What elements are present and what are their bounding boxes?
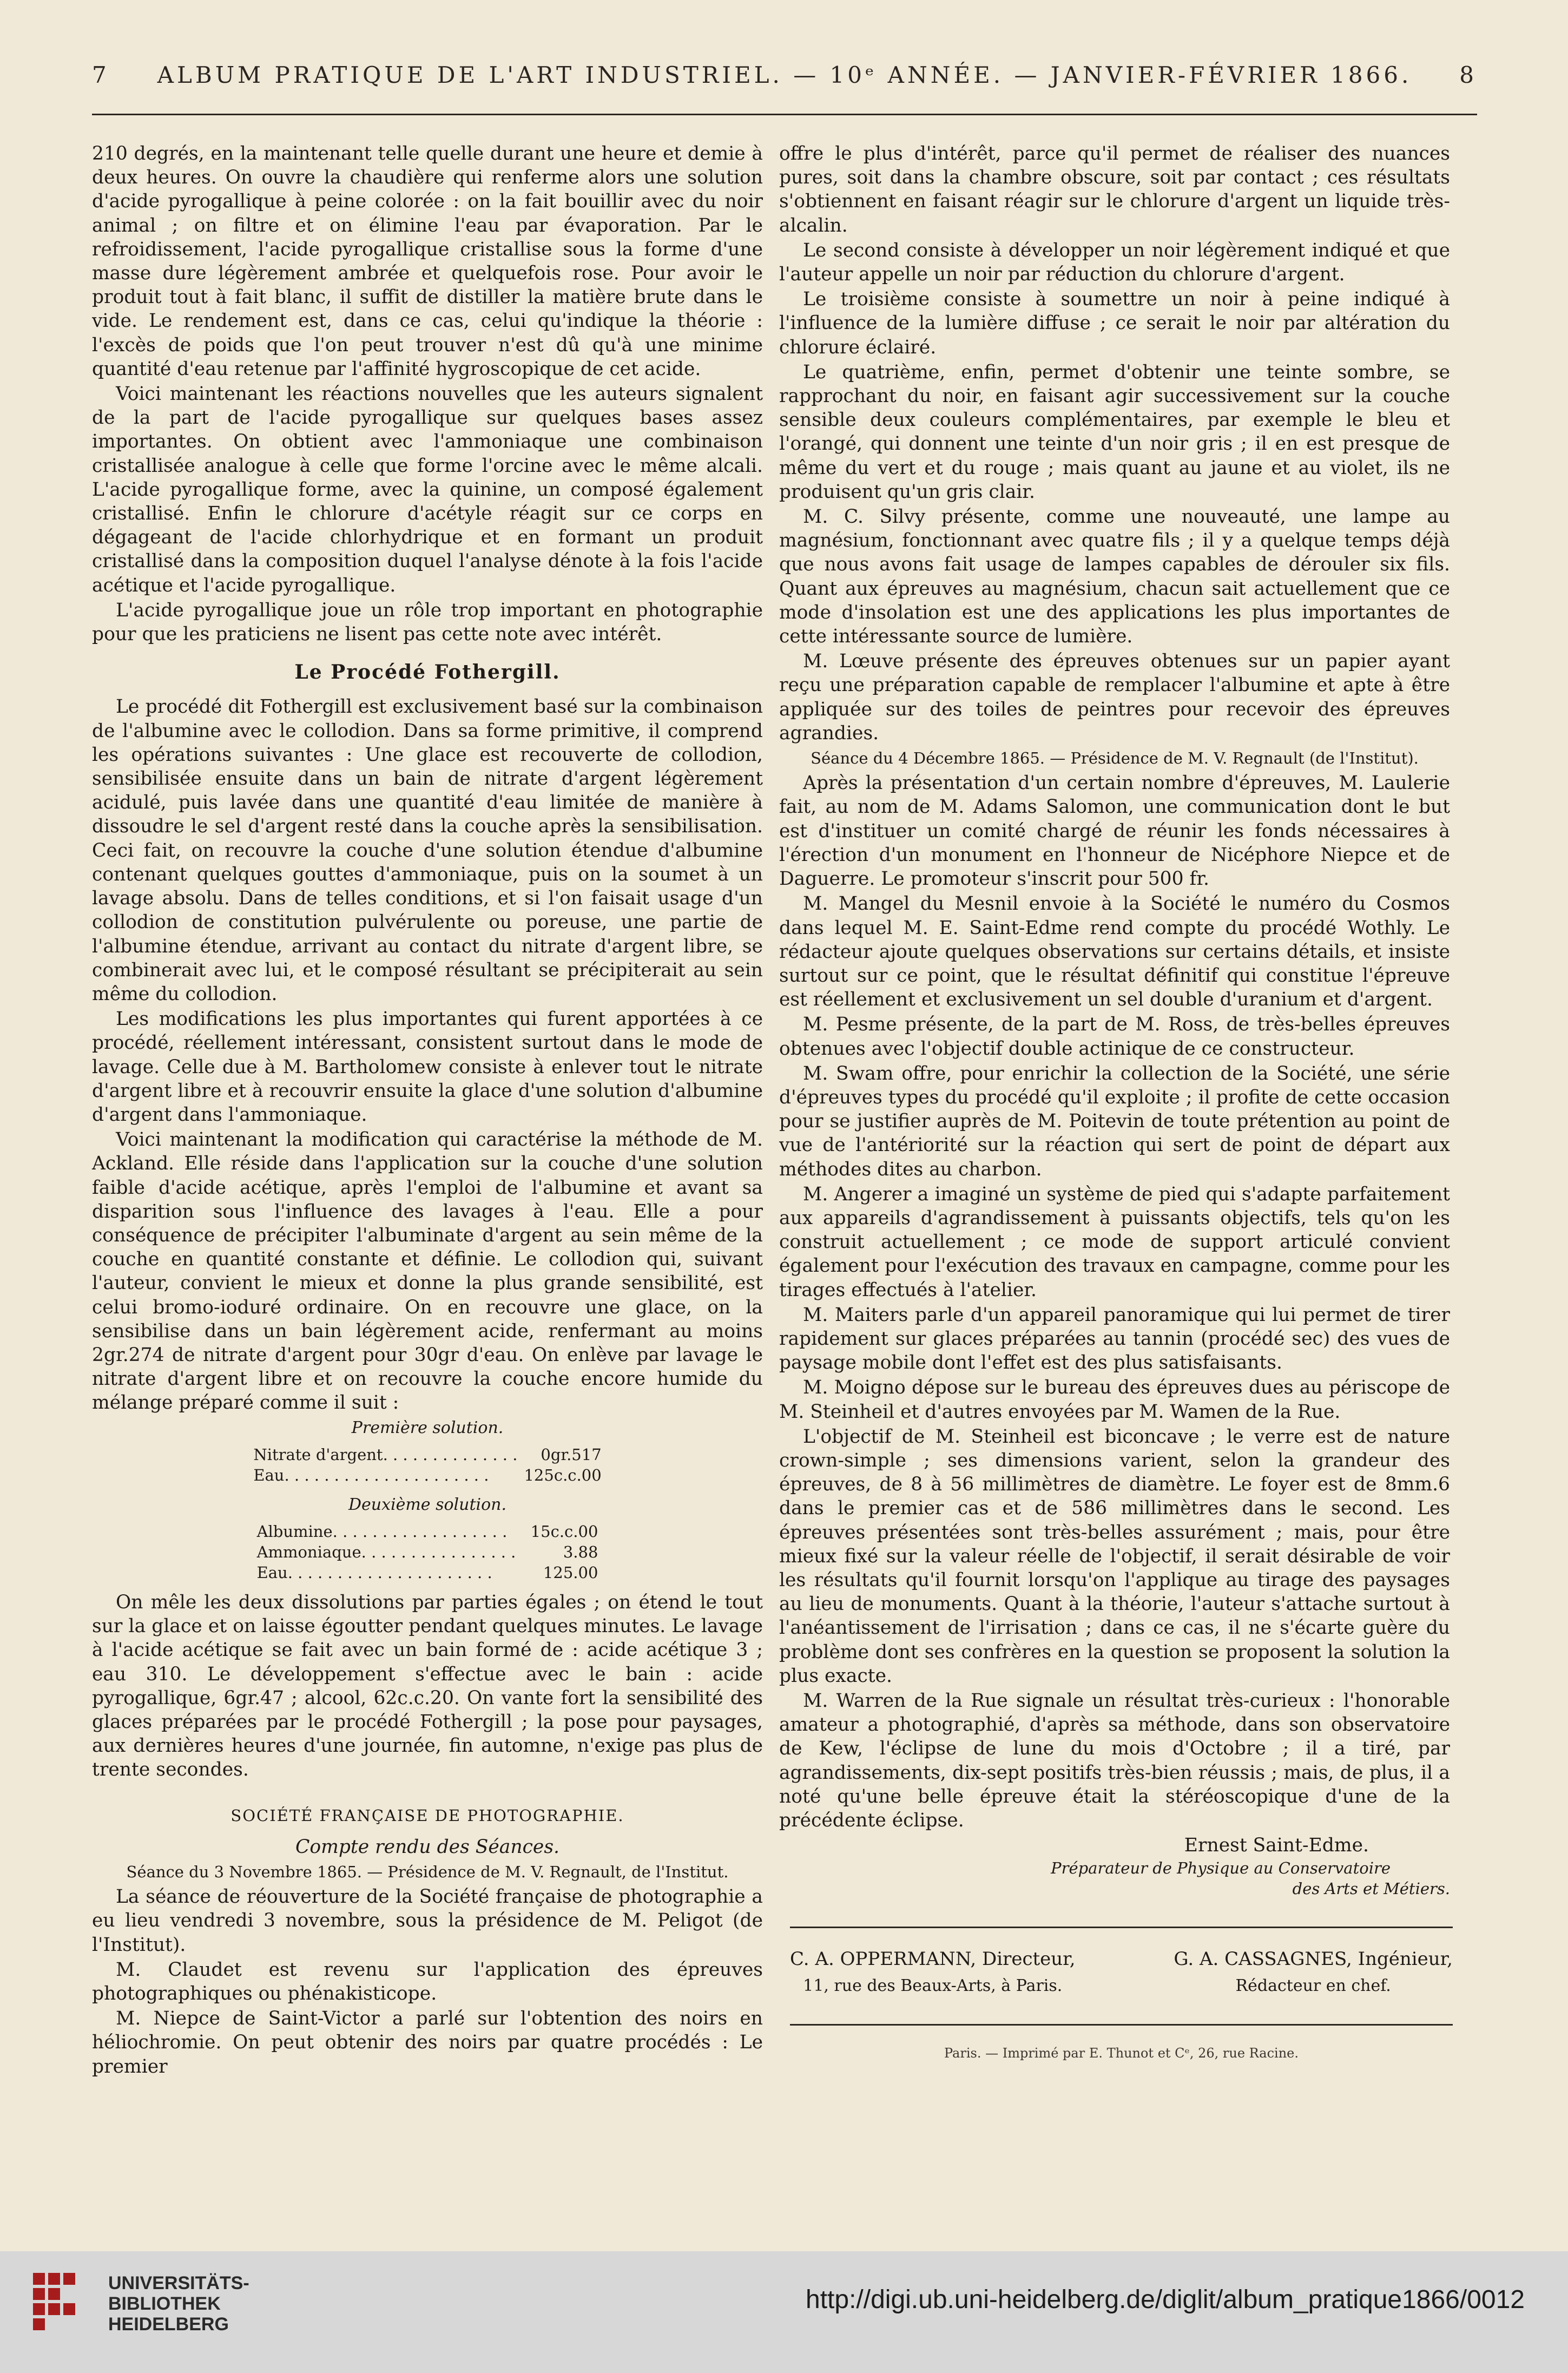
printer-rule — [790, 2024, 1453, 2026]
paragraph: Voici maintenant la modification qui caractérise la méthode de M. Ackland. Elle réside dans l'application sur la couche d'une solution faible d'acide acétique, après l'emploi de l'albumine et avant sa disparition sous l'influence des lavages à l'eau. Elle a pour conséquence de précipiter l'albuminate d'argent au sein même de la couche en quantité constante et définie. Le collodion qui, suivant l'auteur, convient le mieux et donne la plus grande sensibilité, est celui bromo-ioduré ordinaire. On en recouvre une glace, on la sensibilise dans un bain légèrement acide, renfermant au moins 2gr.274 de nitrate d'argent pour 30gr d'eau. On enlève par lavage le nitrate d'argent libre et on recouvre la couche encore humide du mélange préparé comme il suit : — [92, 1129, 763, 1414]
paragraph: M. Niepce de Saint-Victor a parlé sur l'obtention des noirs en héliochromie. On peut obtenir des noirs par quatre procédés : Le premier — [92, 2008, 763, 2078]
director-name: C. A. OPPERMANN, Directeur, — [790, 1948, 1076, 1970]
paragraph: M. Angerer a imaginé un système de pied qui s'adapte parfaitement aux appareils d'agrandissement à puissants objectifs, tels qu'on les construit actuellement ; ce mode de support articulé convient également pour l'exécution des travaux en campagne, comme pour les tirages effectués à l'atelier. — [779, 1183, 1450, 1301]
paragraph: M. Lœuve présente des épreuves obtenues sur un papier ayant reçu une préparation capable de remplacer l'albumine et apte à être appliquée sur des toiles de peintres pour recevoir des épreuves agrandies. — [779, 650, 1450, 744]
paragraph: M. Moigno dépose sur le bureau des épreuves dues au périscope de M. Steinheil et d'autres envoyées par M. Wamen de la Rue. — [779, 1377, 1450, 1423]
ingredient: Eau. . . . . . . . . . . . . . . . . . . . . — [253, 1465, 489, 1484]
paragraph: M. Mangel du Mesnil envoie à la Société le numéro du Cosmos dans lequel M. E. Saint-Edme rend compte du procédé Wothly. Le rédacteur ajoute quelques observations sur certains détails, et insiste surtout sur ce point, que le résultat définitif qui constitue l'épreuve est réellement et exclusivement un sel double d'uranium et d'argent. — [779, 893, 1450, 1011]
solution-title: Deuxième solution. — [348, 1495, 507, 1514]
left-page-number: 7 — [92, 61, 110, 88]
quantity: 15c.c.00 — [530, 1522, 598, 1541]
paragraph: La séance de réouverture de la Société française de photographie a eu lieu vendredi 3 novembre, sous la présidence de M. Peligot (de l'Institut). — [92, 1886, 763, 1956]
ingredient: Albumine. . . . . . . . . . . . . . . . . . — [256, 1522, 508, 1541]
paragraph: Le troisième consiste à soumettre un noir à peine indiqué à l'influence de la lumière diffuse ; ce serait le noir par altération du chlorure éclairé. — [779, 288, 1450, 358]
table-row — [250, 1465, 604, 1485]
library-name — [108, 2273, 249, 2335]
quantity: 125c.c.00 — [524, 1465, 602, 1484]
paragraph: Le quatrième, enfin, permet d'obtenir une teinte sombre, se rapprochant du noir, en faisant agir successivement sur la couche sensible deux couleurs complémentaires, par exemple le bleu et l'orangé, qui donnent une teinte d'un noir gris ; il en est presque de même du vert et du rouge ; mais quant au jaune et au violet, ils ne produisent qu'un gris clair. — [779, 361, 1450, 503]
paragraph: On mêle les deux dissolutions par parties égales ; on étend le tout sur la glace et on laisse égoutter pendant quelques minutes. Le lavage à l'acide acétique se fait avec un bain formé de : acide acétique 3 ; eau 310. Le développement s'effectue avec le bain : acide pyrogallique, 6gr.47 ; alcool, 62c.c.20. On vante fort la sensibilité des glaces préparées par le procédé Fothergill ; la pose pour paysages, aux dernières heures d'une journée, fin automne, n'exige pas plus de trente secondes. — [92, 1591, 763, 1781]
director-address: 11, rue des Beaux-Arts, à Paris. — [803, 1976, 1063, 1995]
engineer-block — [1174, 1948, 1453, 1995]
solution-table — [250, 1444, 604, 1485]
society-heading: SOCIÉTÉ FRANÇAISE DE PHOTOGRAPHIE. — [230, 1806, 624, 1825]
engineer-name: G. A. CASSAGNES, Ingénieur, — [1174, 1948, 1453, 1970]
paragraph: Voici maintenant les réactions nouvelles que les auteurs signalent de la part de l'acide pyrogallique sur quelques bases assez importantes. On obtient avec l'ammoniaque une combinaison cristallisée analogue à celle que forme l'orcine avec le même alcali. L'acide pyrogallique forme, avec la quinine, un composé également cristallisé. Enfin le chlorure d'acétyle réagit sur ce corps en dégageant de l'acide chlorhydrique et en formant un produit cristallisé dans la composition duquel l'analyse dénote à la fois l'acide acétique et l'acide pyrogallique. — [92, 383, 763, 596]
page-header — [92, 58, 1477, 91]
running-title: ALBUM PRATIQUE DE L'ART INDUSTRIEL. — 10ᵉ ANNÉE. — JANVIER-FÉVRIER 1866. — [157, 61, 1412, 88]
ingredient: Eau. . . . . . . . . . . . . . . . . . . . . — [256, 1563, 492, 1582]
paragraph: M. Maiters parle d'un appareil panoramique qui lui permet de tirer rapidement sur glaces préparées au tannin (procédé sec) des vues de paysage mobile dont l'effet est des plus satisfaisants. — [779, 1304, 1450, 1374]
signature-role: Préparateur de Physique au Conservatoire — [1051, 1859, 1391, 1878]
session-line: Séance du 4 Décembre 1865. — Présidence de M. V. Regnault (de l'Institut). — [811, 749, 1419, 768]
printer-line: Paris. — Imprimé par E. Thunot et Cᵉ, 26, rue Racine. — [944, 2046, 1299, 2061]
header-rule — [92, 114, 1477, 115]
paragraph: Les modifications les plus importantes qui furent apportées à ce procédé, réellement intéressant, consistent surtout dans le mode de lavage. Celle due à M. Bartholomew consiste à enlever tout le nitrate d'argent libre et à recouvrir ensuite la glace d'une solution d'albumine d'argent dans l'ammoniaque. — [92, 1008, 763, 1126]
library-name-line: HEIDELBERG — [108, 2314, 229, 2335]
paragraph: L'acide pyrogallique joue un rôle trop important en photographie pour que les praticiens ne lisent pas cette note avec intérêt. — [92, 599, 763, 646]
paragraph: L'objectif de M. Steinheil est biconcave ; le verre est de nature crown-simple ; ses dimensions varient, selon la grandeur des épreuves, de 8 à 56 millimètres de diamètre. Le foyer est de 8mm.6 dans le premier cas et de 586 millimètres dans le second. Les épreuves présentées sont très-belles assurément ; mais, pour être mieux fixé sur la valeur réelle de l'objectif, il serait désirable de voir les résultats qu'il fournit lorsqu'on l'applique au tirage des paysages au lieu de monuments. Quant à la théorie, l'auteur s'attache surtout à l'anéantissement de l'irrisation ; dans ce cas, il ne s'écarte guère du problème dont ses confrères en la question se proposent la solution la plus exacte. — [779, 1425, 1450, 1687]
library-logo-icon — [30, 2267, 95, 2332]
library-name-line: BIBLIOTHEK — [108, 2293, 221, 2314]
paragraph: 210 degrés, en la maintenant telle quelle durant une heure et demie à deux heures. On ouvre la chaudière qui renferme alors une solution d'acide pyrogallique à peine colorée : on la fait bouillir avec du noir animal ; on filtre et on élimine l'eau par évaporation. Par le refroidissement, l'acide pyrogallique cristallise sous la forme d'une masse dure légèrement ambrée et quelquefois rose. Pour avoir le produit tout à fait blanc, il suffit de distiller la matière brute dans le vide. Le rendement est, dans ce cas, celui qu'indique la théorie : l'excès de poids que l'on peut trouver n'est dû qu'à une minime quantité d'eau retenue par l'affinité hygroscopique de cet acide. — [92, 143, 763, 380]
publisher-block — [790, 1948, 1453, 1995]
paragraph: Le second consiste à développer un noir légèrement indiqué et que l'auteur appelle un noir par réduction du chlorure d'argent. — [779, 239, 1450, 286]
table-row — [254, 1521, 602, 1542]
left-column — [92, 142, 763, 2080]
engineer-role: Rédacteur en chef. — [1235, 1976, 1391, 1995]
solution-table — [254, 1521, 602, 1583]
paragraph: M. Swam offre, pour enrichir la collection de la Société, une série d'épreuves types du procédé qu'il exploite ; il profite de cette occasion pour se justifier auprès de M. Poitevin de toute prétention au point de vue de l'antériorité sur la réaction qui sert de point de départ aux méthodes dites au charbon. — [779, 1062, 1450, 1180]
paragraph: Après la présentation d'un certain nombre d'épreuves, M. Laulerie fait, au nom de M. Adams Salomon, une communication dont le but est d'instituer un comité chargé de réunir les fonds nécessaires à l'érection d'un monument en l'honneur de Nicéphore Niepce et de Daguerre. Le promoteur s'inscrit pour 500 fr. — [779, 772, 1450, 890]
library-name-line: UNIVERSITÄTS- — [108, 2273, 249, 2293]
right-page-number: 8 — [1459, 61, 1477, 88]
source-url-link[interactable]: http://digi.ub.uni-heidelberg.de/diglit/album_pratique1866/0012 — [806, 2285, 1525, 2314]
table-row — [250, 1444, 604, 1465]
ingredient: Ammoniaque. . . . . . . . . . . . . . . . — [256, 1542, 516, 1561]
quantity: 125.00 — [543, 1563, 598, 1582]
paragraph: M. C. Silvy présente, comme une nouveauté, une lampe au magnésium, fonctionnant avec quatre fils ; il y a quelque temps déjà que nous avons fait usage de lampes capables de dérouler six fils. Quant aux épreuves au magnésium, chacun sait actuellement que ce mode d'insolation est une des applications les plus importantes de cette intéressante source de lumière. — [779, 506, 1450, 648]
paragraph: M. Pesme présente, de la part de M. Ross, de très-belles épreuves obtenues avec l'objectif double actinique de ce constructeur. — [779, 1014, 1450, 1060]
footer-rule — [790, 1927, 1453, 1928]
minutes-heading: Compte rendu des Séances. — [295, 1836, 560, 1858]
session-line: Séance du 3 Novembre 1865. — Présidence de M. V. Regnault, de l'Institut. — [126, 1863, 729, 1881]
signature: Ernest Saint-Edme. — [1184, 1835, 1369, 1857]
right-column — [779, 142, 1450, 1899]
signature-role: des Arts et Métiers. — [1292, 1879, 1450, 1898]
ingredient: Nitrate d'argent. . . . . . . . . . . . . . — [253, 1445, 518, 1464]
paragraph: offre le plus d'intérêt, parce qu'il permet de réaliser des nuances pures, soit dans la chambre obscure, soit par contact ; ces résultats s'obtiennent en faisant réagir sur le chlorure d'argent un liquide très-alcalin. — [779, 143, 1450, 236]
section-heading: Le Procédé Fothergill. — [294, 661, 561, 684]
director-block — [790, 1948, 1076, 1995]
table-row — [254, 1542, 602, 1562]
table-row — [254, 1562, 602, 1583]
solution-title: Première solution. — [351, 1418, 504, 1437]
paragraph: Le procédé dit Fothergill est exclusivement basé sur la combinaison de l'albumine avec le collodion. Dans sa forme primitive, il comprend les opérations suivantes : Une glace est recouverte de collodion, sensibilisée ensuite dans un bain de nitrate d'argent légèrement acidulé, puis lavée dans une quantité d'eau limitée de manière à dissoudre le sel d'argent resté dans la couche après la sensibilisation. Ceci fait, on recouvre la couche d'une solution étendue d'albumine contenant quelques gouttes d'ammoniaque, puis on la soumet à un lavage absolu. Dans de telles conditions, et si l'on faisait usage d'un collodion de constitution pulvérulente ou poreuse, une partie de l'albumine étendue, arrivant au contact du nitrate d'argent libre, se combinerait avec lui, et le composé résultant se précipiterait au sein même du collodion. — [92, 696, 763, 1005]
paragraph: M. Claudet est revenu sur l'application des épreuves photographiques ou phénakisticope. — [92, 1958, 763, 2005]
paragraph: M. Warren de la Rue signale un résultat très-curieux : l'honorable amateur a photographié, d'après sa méthode, dans son observatoire de Kew, l'éclipse de lune du mois d'Octobre ; il a tiré, par agrandissements, dix-sept positifs très-bien réussis ; mais, de plus, il a noté qu'une belle épreuve était la stéréoscopique d'une de la précédente éclipse. — [779, 1690, 1450, 1832]
quantity: 0gr.517 — [541, 1445, 602, 1464]
quantity: 3.88 — [563, 1542, 598, 1561]
